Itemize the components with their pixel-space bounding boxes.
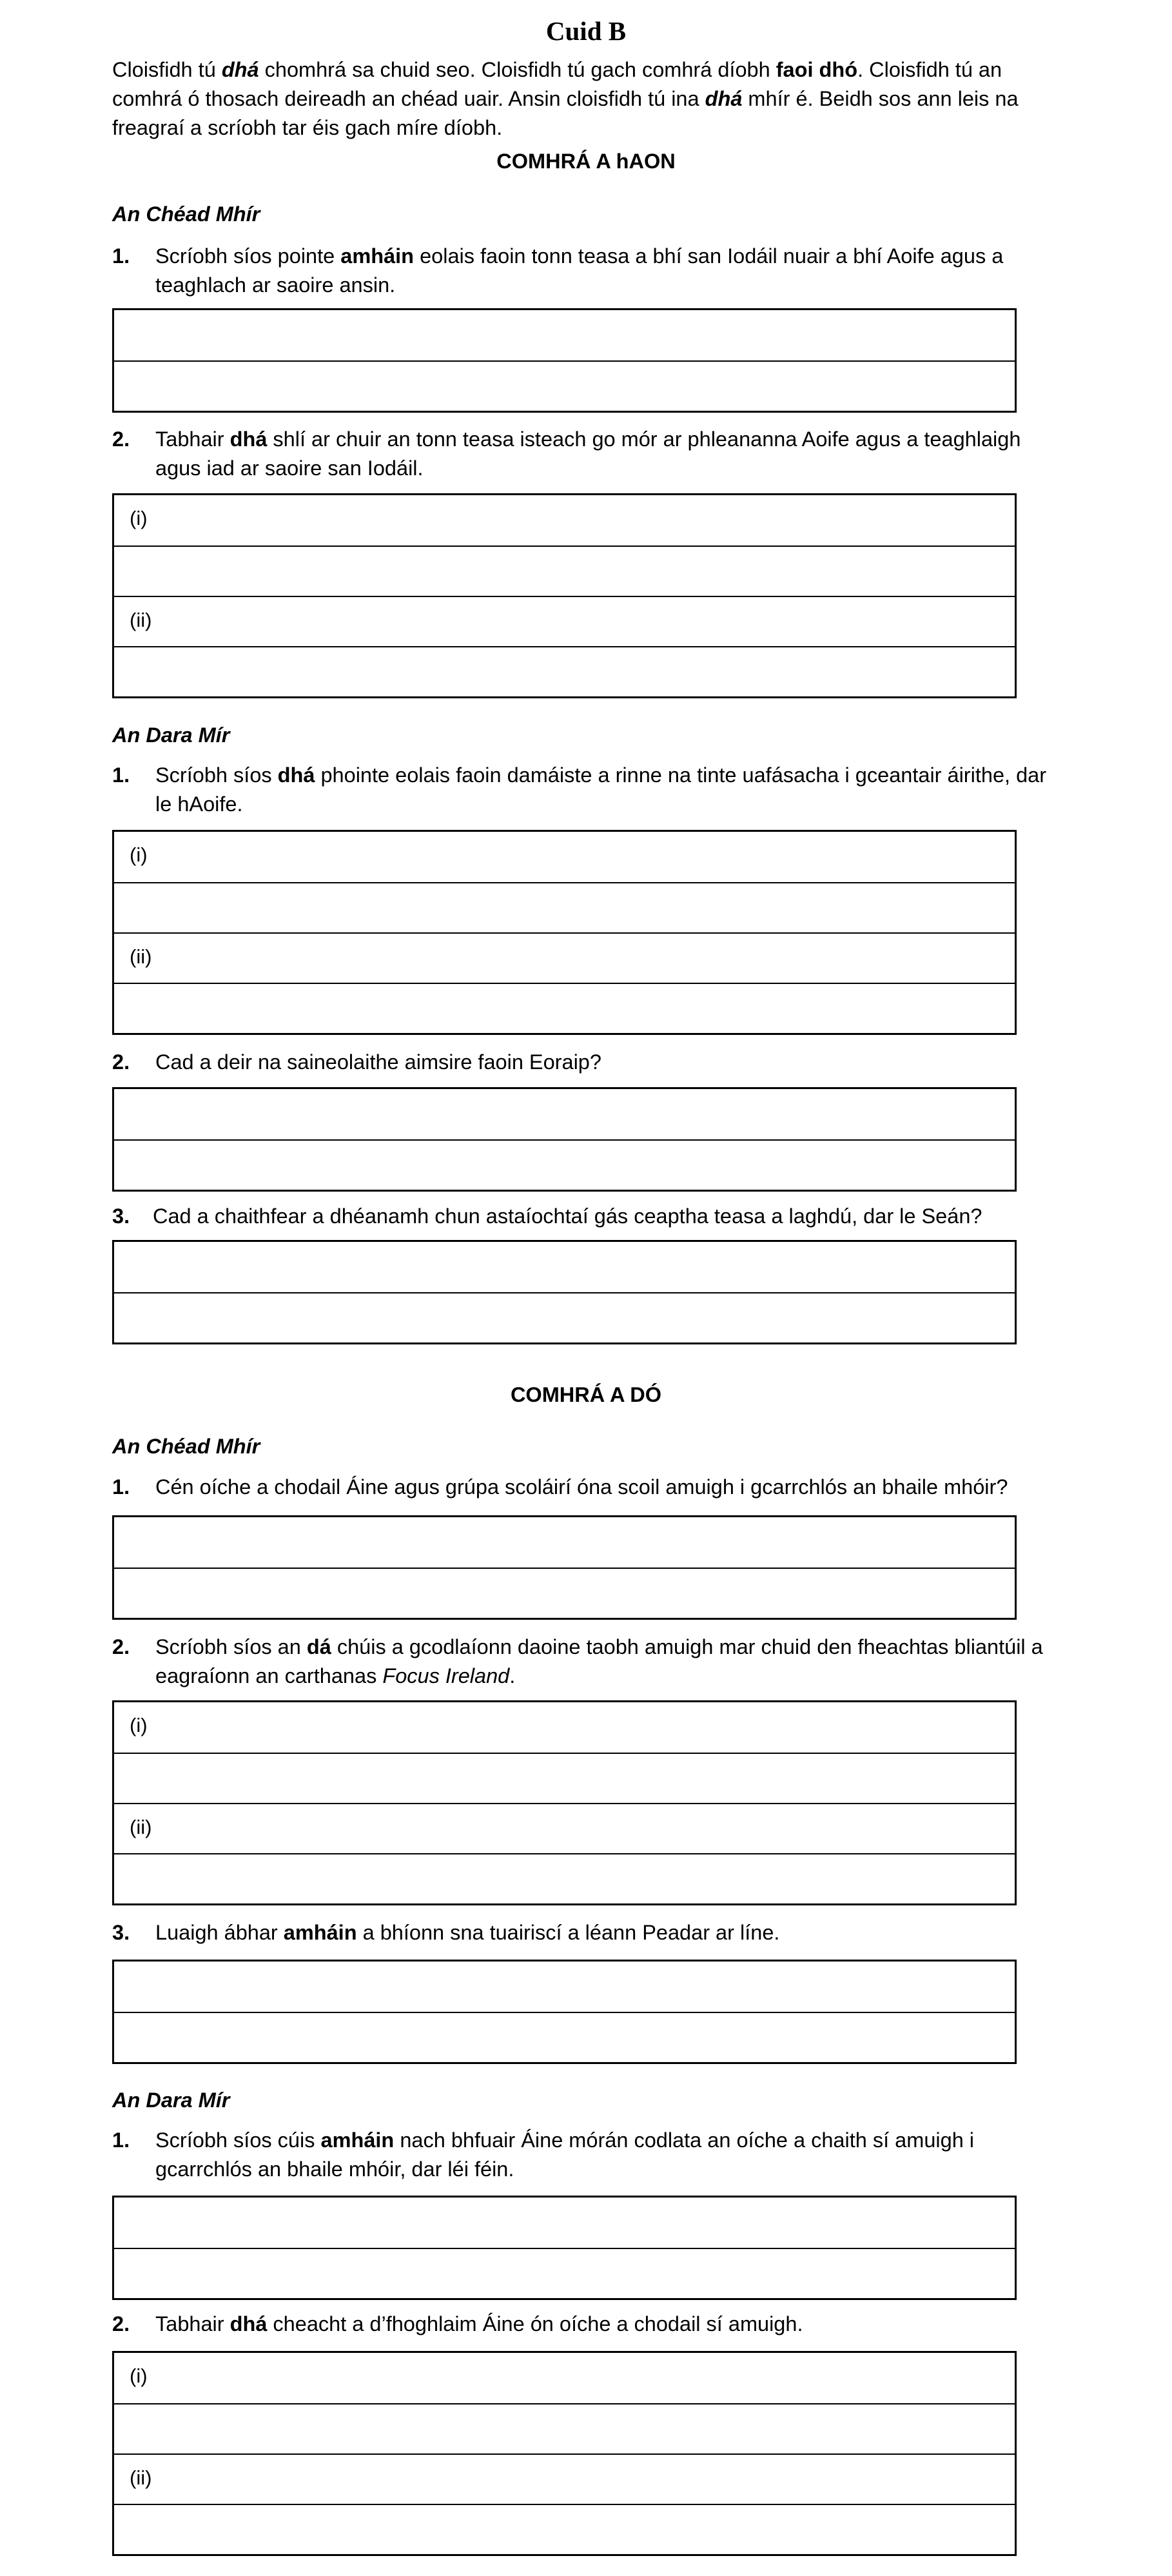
answer-label: (ii) [130, 1816, 152, 1838]
answer-line[interactable] [114, 1803, 1015, 1853]
answer-line[interactable] [114, 546, 1015, 596]
comhra-1-heading: COMHRÁ A hAON [496, 150, 676, 173]
c2-m1-q3-answer-box[interactable] [112, 1960, 1017, 2064]
c1-m2-question-1: 1. Scríobh síos dhá phointe eolais faoin damáiste a rinne na tinte uafásacha i gceantair áirithe, dar le hAoife. [112, 763, 1047, 816]
c2-m2-question-1: 1. Scríobh síos cúis amháin nach bhfuair Áine mórán codlata an oíche a chaith sí amuigh i gcarrchlós an bhaile mhóir, dar léi féin. [112, 2129, 975, 2181]
answer-label: (i) [130, 2365, 148, 2387]
answer-line[interactable] [114, 596, 1015, 646]
c1-m2-q3-answer-box[interactable] [112, 1240, 1017, 1344]
c1-m2-q2-answer-box[interactable] [112, 1087, 1017, 1192]
comhra-2-mir-2-label: An Dara Mír [112, 2089, 230, 2112]
answer-line[interactable] [114, 2248, 1015, 2298]
comhra-2-mir-1-label: An Chéad Mhír [112, 1435, 260, 1458]
c1-m2-q1-answer-box[interactable] [112, 830, 1017, 1035]
answer-line[interactable] [114, 983, 1015, 1033]
answer-line[interactable] [114, 646, 1015, 696]
c1-m1-q1-answer-box[interactable] [112, 308, 1017, 413]
answer-line[interactable] [114, 1292, 1015, 1342]
answer-line[interactable] [114, 1961, 1015, 2012]
answer-line[interactable] [114, 882, 1015, 932]
answer-line[interactable] [114, 932, 1015, 983]
c2-m2-q2-answer-box[interactable] [112, 2351, 1017, 2556]
answer-line[interactable] [114, 1242, 1015, 1292]
c1-m1-q2-answer-box[interactable] [112, 493, 1017, 698]
answer-line[interactable] [114, 1139, 1015, 1190]
answer-label: (i) [130, 843, 148, 866]
answer-line[interactable] [114, 1753, 1015, 1803]
answer-label: (i) [130, 1714, 148, 1736]
comhra-2-heading: COMHRÁ A DÓ [510, 1383, 662, 1406]
c2-m1-question-2: 2. Scríobh síos an dá chúis a gcodlaíonn daoine taobh amuigh mar chuid den fheachtas bliantúil a eagraíonn an carthanas Focus Ireland. [112, 1635, 1043, 1687]
answer-line[interactable] [114, 832, 1015, 882]
c2-m2-q1-answer-box[interactable] [112, 2196, 1017, 2300]
c2-m1-question-1: 1. Cén oíche a chodail Áine agus grúpa scoláirí óna scoil amuigh i gcarrchlós an bhaile mhóir? [112, 1475, 1008, 1499]
answer-line[interactable] [114, 310, 1015, 360]
c1-m1-question-1: 1. Scríobh síos pointe amháin eolais faoin tonn teasa a bhí san Iodáil nuair a bhí Aoife agus a teaghlach ar saoire ansin. [112, 244, 1004, 297]
answer-line[interactable] [114, 1089, 1015, 1139]
instructions: Cloisfidh tú dhá chomhrá sa chuid seo. Cloisfidh tú gach comhrá díobh faoi dhó. Cloisfidh tú an comhrá ó thosach deireadh an chéad uair. Ansin cloisfidh tú ina dhá mhír é. Beidh sos ann leis na freagraí a scríobh tar éis gach míre díobh. [112, 58, 1019, 139]
answer-line[interactable] [114, 360, 1015, 411]
answer-label: (i) [130, 507, 148, 529]
c2-m1-question-3: 3. Luaigh ábhar amháin a bhíonn sna tuairiscí a léann Peadar ar líne. [112, 1921, 780, 1944]
answer-line[interactable] [114, 2197, 1015, 2248]
answer-line[interactable] [114, 495, 1015, 546]
answer-line[interactable] [114, 1568, 1015, 1618]
page-title: Cuid B [545, 16, 627, 46]
c1-m1-question-2: 2. Tabhair dhá shlí ar chuir an tonn teasa isteach go mór ar phleananna Aoife agus a teaghlaigh agus iad ar saoire san Iodáil. [112, 428, 1021, 480]
answer-line[interactable] [114, 1853, 1015, 1903]
answer-line[interactable] [114, 1517, 1015, 1568]
answer-label: (ii) [130, 945, 152, 968]
c1-m2-question-3: 3. Cad a chaithfear a dhéanamh chun astaíochtaí gás ceaptha teasa a laghdú, dar le Seán? [112, 1204, 982, 1228]
answer-line[interactable] [114, 1702, 1015, 1753]
c1-m2-question-2: 2. Cad a deir na saineolaithe aimsire faoin Eoraip? [112, 1050, 601, 1074]
answer-label: (ii) [130, 2466, 152, 2489]
comhra-1-mir-1-label: An Chéad Mhír [112, 202, 260, 226]
answer-line[interactable] [114, 2453, 1015, 2504]
comhra-1-mir-2-label: An Dara Mír [112, 723, 230, 747]
answer-line[interactable] [114, 2403, 1015, 2453]
c2-m1-q1-answer-box[interactable] [112, 1515, 1017, 1620]
answer-label: (ii) [130, 609, 152, 631]
answer-line[interactable] [114, 2012, 1015, 2062]
answer-line[interactable] [114, 2504, 1015, 2554]
answer-line[interactable] [114, 2353, 1015, 2403]
c2-m1-q2-answer-box[interactable] [112, 1700, 1017, 1905]
c2-m2-question-2: 2. Tabhair dhá cheacht a d’fhoghlaim Áine ón oíche a chodail sí amuigh. [112, 2312, 803, 2335]
